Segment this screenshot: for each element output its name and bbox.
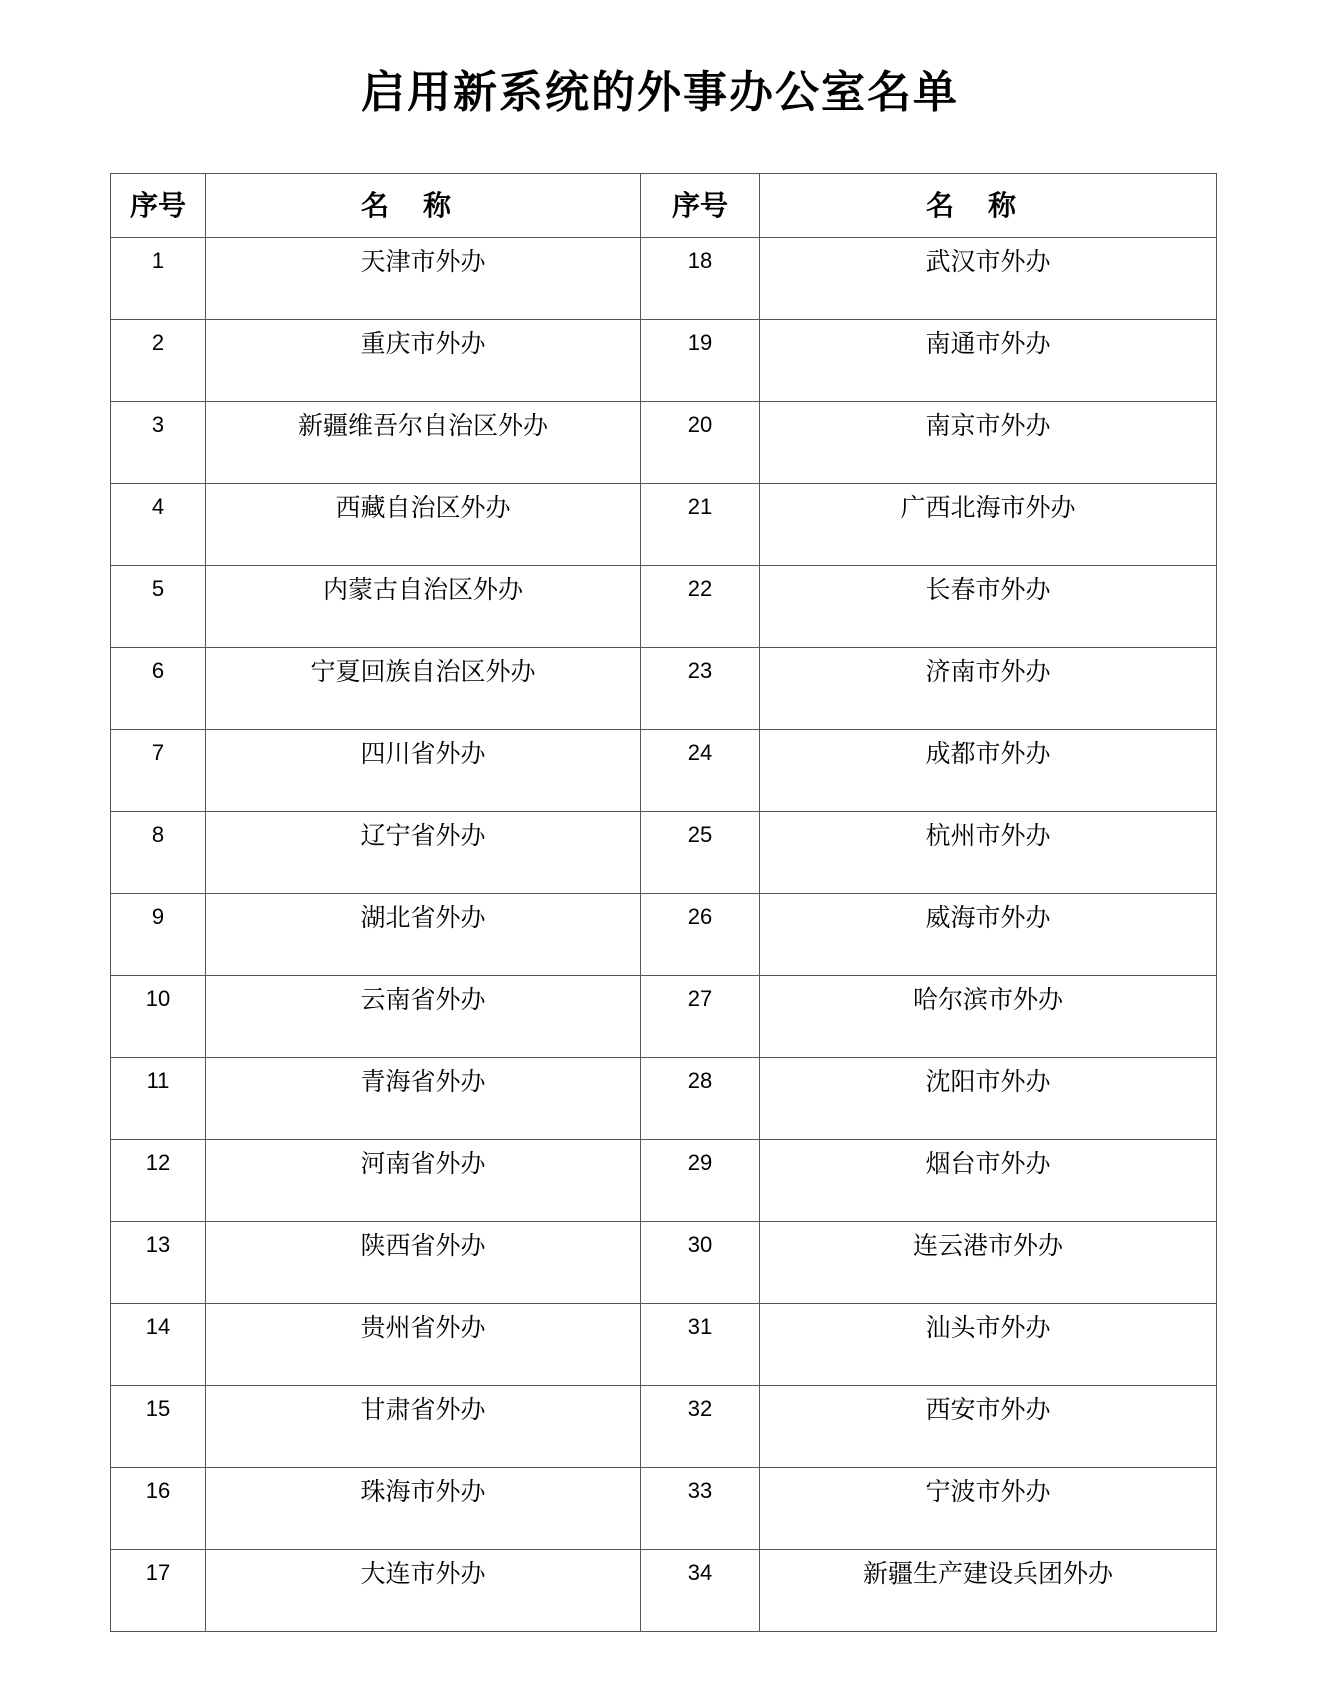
office-list-table [110,173,1217,1632]
table-row [111,1550,1217,1632]
right-office-name-cell: 成都市外办 [760,730,1217,812]
right-number-cell: 27 [641,976,760,1058]
column-header-name-left: 名称 [206,174,641,238]
right-office-name-cell: 哈尔滨市外办 [760,976,1217,1058]
table-row [111,1140,1217,1222]
left-office-name-cell: 内蒙古自治区外办 [206,566,641,648]
right-number-cell: 25 [641,812,760,894]
right-office-name-cell: 南京市外办 [760,402,1217,484]
left-number-cell: 6 [111,648,206,730]
left-office-name-cell: 重庆市外办 [206,320,641,402]
left-office-name-cell: 西藏自治区外办 [206,484,641,566]
left-number-cell: 9 [111,894,206,976]
right-office-name-cell: 济南市外办 [760,648,1217,730]
left-number-cell: 2 [111,320,206,402]
left-office-name-cell: 湖北省外办 [206,894,641,976]
right-office-name-cell: 武汉市外办 [760,238,1217,320]
table-header [111,174,1217,238]
right-office-name-cell: 西安市外办 [760,1386,1217,1468]
left-office-name-cell: 贵州省外办 [206,1304,641,1386]
right-number-cell: 33 [641,1468,760,1550]
left-number-cell: 14 [111,1304,206,1386]
right-number-cell: 28 [641,1058,760,1140]
column-header-number-right: 序号 [641,174,760,238]
page-title: 启用新系统的外事办公室名单 [361,67,959,118]
right-number-cell: 22 [641,566,760,648]
left-number-cell: 12 [111,1140,206,1222]
table-row [111,648,1217,730]
column-header-number-left: 序号 [111,174,206,238]
left-office-name-cell: 新疆维吾尔自治区外办 [206,402,641,484]
left-number-cell: 8 [111,812,206,894]
right-office-name-cell: 烟台市外办 [760,1140,1217,1222]
table-row [111,976,1217,1058]
right-office-name-cell: 沈阳市外办 [760,1058,1217,1140]
right-office-name-cell: 长春市外办 [760,566,1217,648]
right-number-cell: 20 [641,402,760,484]
right-office-name-cell: 南通市外办 [760,320,1217,402]
table-row [111,320,1217,402]
right-office-name-cell: 杭州市外办 [760,812,1217,894]
right-number-cell: 24 [641,730,760,812]
left-number-cell: 15 [111,1386,206,1468]
left-office-name-cell: 辽宁省外办 [206,812,641,894]
right-number-cell: 30 [641,1222,760,1304]
left-office-name-cell: 甘肃省外办 [206,1386,641,1468]
left-number-cell: 1 [111,238,206,320]
right-office-name-cell: 广西北海市外办 [760,484,1217,566]
table-row [111,1468,1217,1550]
right-number-cell: 29 [641,1140,760,1222]
left-number-cell: 5 [111,566,206,648]
left-number-cell: 7 [111,730,206,812]
left-number-cell: 4 [111,484,206,566]
left-number-cell: 3 [111,402,206,484]
table-body [111,238,1217,1632]
table-row [111,1386,1217,1468]
left-number-cell: 10 [111,976,206,1058]
table-row [111,484,1217,566]
table-row [111,566,1217,648]
left-office-name-cell: 珠海市外办 [206,1468,641,1550]
table-row [111,1058,1217,1140]
left-number-cell: 17 [111,1550,206,1632]
table-row [111,730,1217,812]
right-number-cell: 32 [641,1386,760,1468]
left-office-name-cell: 天津市外办 [206,238,641,320]
right-number-cell: 31 [641,1304,760,1386]
table-row [111,1304,1217,1386]
right-number-cell: 23 [641,648,760,730]
right-number-cell: 18 [641,238,760,320]
left-office-name-cell: 四川省外办 [206,730,641,812]
right-office-name-cell: 新疆生产建设兵团外办 [760,1550,1217,1632]
left-number-cell: 16 [111,1468,206,1550]
right-office-name-cell: 宁波市外办 [760,1468,1217,1550]
header-row [111,174,1217,238]
left-office-name-cell: 宁夏回族自治区外办 [206,648,641,730]
table-row [111,1222,1217,1304]
table-row [111,238,1217,320]
right-number-cell: 34 [641,1550,760,1632]
left-office-name-cell: 青海省外办 [206,1058,641,1140]
right-number-cell: 21 [641,484,760,566]
right-number-cell: 19 [641,320,760,402]
right-office-name-cell: 汕头市外办 [760,1304,1217,1386]
left-office-name-cell: 河南省外办 [206,1140,641,1222]
table-row [111,894,1217,976]
right-office-name-cell: 连云港市外办 [760,1222,1217,1304]
table-row [111,812,1217,894]
left-number-cell: 11 [111,1058,206,1140]
table-row [111,402,1217,484]
left-office-name-cell: 云南省外办 [206,976,641,1058]
right-office-name-cell: 威海市外办 [760,894,1217,976]
left-office-name-cell: 大连市外办 [206,1550,641,1632]
left-office-name-cell: 陕西省外办 [206,1222,641,1304]
column-header-name-right: 名称 [760,174,1217,238]
right-number-cell: 26 [641,894,760,976]
left-number-cell: 13 [111,1222,206,1304]
